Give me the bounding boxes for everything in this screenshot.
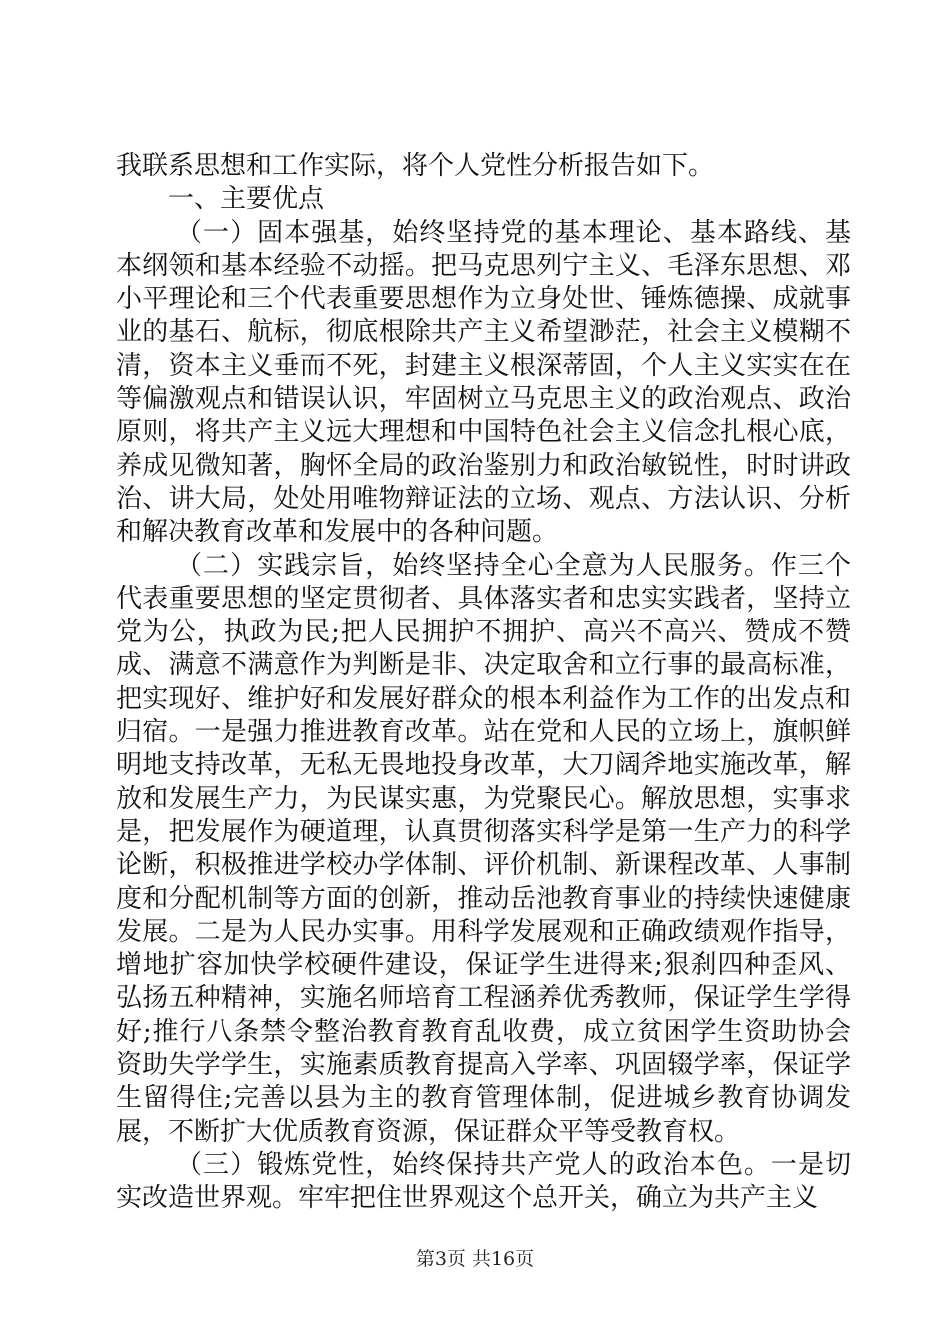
intro-paragraph: 我联系思想和工作实际，将个人党性分析报告如下。 xyxy=(116,151,715,181)
body-paragraph: （一）固本强基，始终坚持党的基本理论、基本路线、基本纲领和基本经验不动摇。把马克思列宁主义、毛泽东思想、邓小平理论和三个代表重要思想作为立身处世、锤炼德操、成就事业的基石、航标，彻底根除共产主义希望渺茫，社会主义模糊不清，资本主义垂而不死，封建主义根深蒂固，个人主义实实在在等偏激观点和错误认识，牢固树立马克思主义的政治观点、政治原则，将共产主义远大理想和中国特色社会主义信念扎根心底，养成见微知著，胸怀全局的政治鉴别力和政治敏锐性，时时讲政治、讲大局，处处用唯物辩证法的立场、观点、方法认识、分析和解决教育改革和发展中的各种问题。 xyxy=(116,217,851,548)
section-heading: 一、主要优点 xyxy=(168,184,325,215)
body-paragraph: （二）实践宗旨，始终坚持全心全意为人民服务。作三个代表重要思想的坚定贯彻者、具体落实者和忠实实践者，坚持立党为公，执政为民;把人民拥护不拥护、高兴不高兴、赞成不赞成、满意不满意作为判断是非、决定取舍和立行事的最高标准，把实现好、维护好和发展好群众的根本利益作为工作的出发点和归宿。一是强力推进教育改革。站在党和人民的立场上，旗帜鲜明地支持改革，无私无畏地投身改革，大刀阔斧地实施改革，解放和发展生产力，为民谋实惠，为党聚民心。解放思想，实事求是，把发展作为硬道理，认真贯彻落实科学是第一生产力的科学论断，积极推进学校办学体制、评价机制、新课程改革、人事制度和分配机制等方面的创新，推动岳池教育事业的持续快速健康发展。二是为人民办实事。用科学发展观和正确政绩观作指导，增地扩容加快学校硬件建设，保证学生进得来;狠刹四种歪风、弘扬五种精神，实施名师培育工程涵养优秀教师，保证学生学得好;推行八条禁令整治教育教育乱收费，成立贫困学生资助协会资助失学学生，实施素质教育提高入学率、巩固辍学率，保证学生留得住;完善以县为主的教育管理体制，促进城乡教育协调发展，不断扩大优质教育资源，保证群众平等受教育权。 xyxy=(116,550,851,1147)
page-footer: 第3页 共16页 xyxy=(415,1248,535,1270)
document-body xyxy=(116,150,851,1216)
body-paragraph: （三）锻炼党性，始终保持共产党人的政治本色。一是切实改造世界观。牢牢把住世界观这个总开关，确立为共产主义 xyxy=(116,1149,851,1214)
